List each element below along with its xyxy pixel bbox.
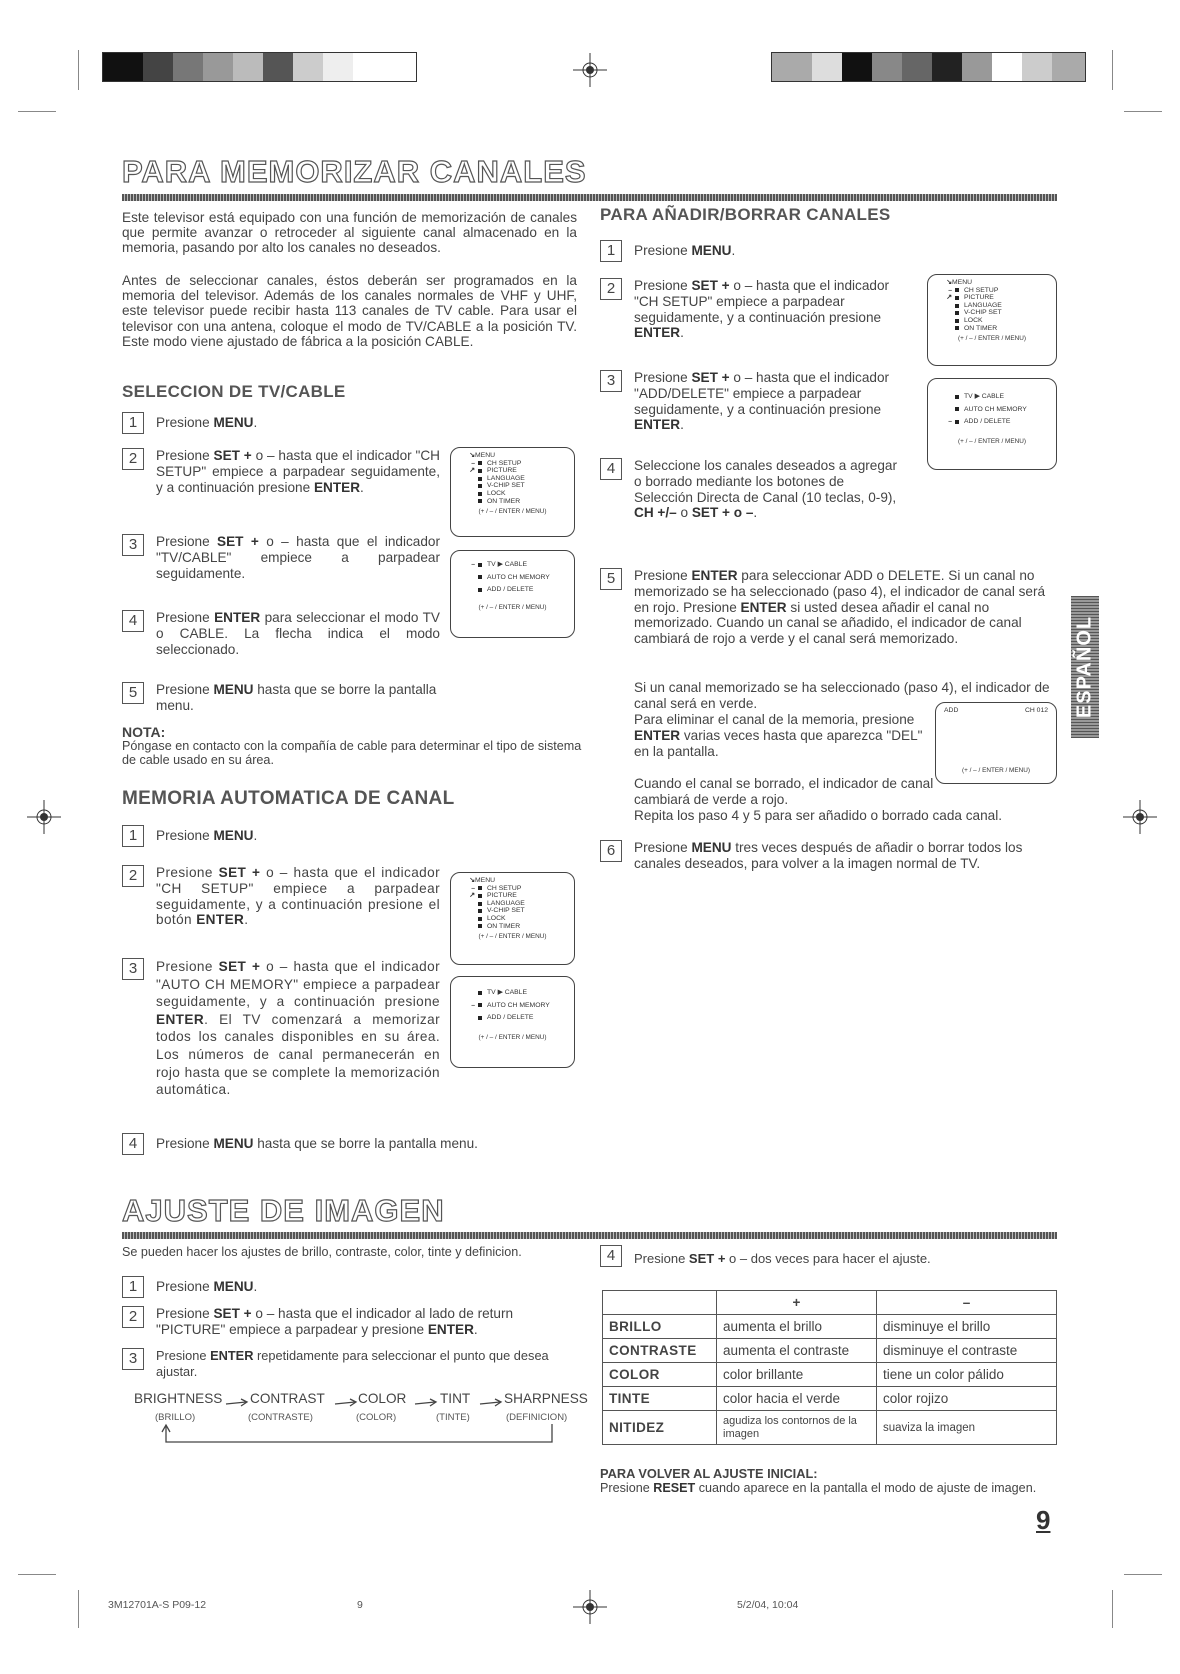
adjustment-table bbox=[602, 1290, 1057, 1445]
note-text: Póngase en contacto con la compañía de cable para determinar el tipo de sistema de cable usado en su área. bbox=[122, 739, 582, 767]
osd-menu-screen: ↘ MENU – CH SETUP ↗ PICTURE LANGUAGE V-CHIP SET LOCK ON TIMER (+ / – / ENTER / MENU) bbox=[450, 447, 575, 537]
subsection-title: SELECCION DE TV/CABLE bbox=[122, 382, 346, 401]
step bbox=[122, 534, 440, 581]
step bbox=[600, 278, 890, 341]
color-bar-right bbox=[771, 52, 1086, 82]
table-cell: agudiza los contornos de la imagen bbox=[717, 1411, 877, 1445]
flow-subtitle: (TINTE) bbox=[436, 1412, 470, 1423]
step-text: Presione SET + o – hasta que el indicador "AUTO CH MEMORY" empiece a parpadear seguidamente, y a continuación presione ENTER. El TV comenzará a memorizar todos los canales disponibles en su área. Los números de canal permanecerán en rojo hasta que se complete la memorización automática. bbox=[156, 959, 441, 1098]
crop-mark bbox=[1112, 1590, 1113, 1628]
registration-mark bbox=[573, 1590, 607, 1624]
step-number: 3 bbox=[600, 370, 622, 392]
table-cell: COLOR bbox=[603, 1363, 717, 1387]
step bbox=[600, 370, 890, 433]
step bbox=[122, 448, 440, 495]
section-title: AJUSTE DE IMAGEN bbox=[122, 1193, 445, 1228]
osd-menu-screen: – TV ▶ CABLE AUTO CH MEMORY ADD / DELETE (+ / – / ENTER / MENU) bbox=[450, 550, 575, 638]
step-text: Presione MENU. bbox=[634, 243, 736, 258]
footer-code: 3M12701A-S P09-12 bbox=[108, 1599, 207, 1611]
table-row bbox=[603, 1315, 1057, 1339]
footer-date: 5/2/04, 10:04 bbox=[737, 1599, 799, 1611]
step-number: 2 bbox=[600, 278, 622, 300]
flow-subtitle: (BRILLO) bbox=[155, 1412, 196, 1423]
step-number: 4 bbox=[122, 1133, 144, 1155]
step-number: 2 bbox=[122, 865, 144, 887]
color-bar-left bbox=[102, 52, 417, 82]
step-text: Presione SET + o – hasta que el indicador "CH SETUP" empiece a parpadear seguidamente, y a continuación presione ENTER. bbox=[634, 278, 890, 341]
step-number: 4 bbox=[600, 1245, 622, 1267]
step bbox=[122, 682, 452, 714]
title-rule bbox=[122, 1232, 1057, 1239]
step-text: Cuando el canal se borrado, el indicador de canal cambiará de verde a rojo. bbox=[634, 776, 934, 807]
registration-mark bbox=[1123, 800, 1157, 834]
reset-title: PARA VOLVER AL AJUSTE INICIAL: bbox=[600, 1466, 818, 1481]
step-number: 2 bbox=[122, 1306, 144, 1328]
step-number: 3 bbox=[122, 958, 144, 980]
crop-mark bbox=[18, 111, 56, 112]
step bbox=[122, 958, 440, 1099]
step-text: Presione MENU tres veces después de añadir o borrar todos los canales deseados, para volver a la imagen normal de TV. bbox=[634, 840, 1023, 871]
step-text: Presione SET + o – hasta que el indicador "CH SETUP" empiece a parpadear seguidamente, y a continuación presione el botón ENTER. bbox=[156, 865, 441, 928]
table-cell: tiene un color pálido bbox=[877, 1363, 1057, 1387]
step-number: 1 bbox=[122, 1276, 144, 1298]
intro-paragraph: Antes de seleccionar canales, éstos deberán ser programados en la memoria del televisor. Además de los canales normales de VHF y UHF, este televisor puede recibir hasta 113 canales de TV cable. Para usar el televisor con una antena, coloque el modo de TV/CABLE a la posición TV. Este modo viene ajustado de fábrica a la posición CABLE. bbox=[122, 273, 577, 349]
flow-item: CONTRAST bbox=[250, 1391, 325, 1406]
table-cell: disminuye el contraste bbox=[877, 1339, 1057, 1363]
subsection-title: MEMORIA AUTOMATICA DE CANAL bbox=[122, 788, 455, 809]
table-cell: NITIDEZ bbox=[603, 1411, 717, 1445]
title-rule bbox=[122, 194, 1057, 201]
table-cell: aumenta el brillo bbox=[717, 1315, 877, 1339]
osd-menu-screen: TV ▶ CABLE – AUTO CH MEMORY ADD / DELETE (+ / – / ENTER / MENU) bbox=[450, 976, 575, 1068]
flow-arrows bbox=[120, 1388, 590, 1448]
step-number: 1 bbox=[600, 240, 622, 262]
table-cell: aumenta el contraste bbox=[717, 1339, 877, 1363]
step-text: Presione MENU. bbox=[156, 828, 258, 843]
step-number: 3 bbox=[122, 534, 144, 556]
footer-page: 9 bbox=[357, 1599, 363, 1611]
step bbox=[122, 1348, 592, 1380]
flow-item: BRIGHTNESS bbox=[134, 1391, 223, 1406]
step bbox=[122, 825, 452, 847]
step-number: 1 bbox=[122, 825, 144, 847]
step bbox=[600, 240, 900, 262]
registration-mark bbox=[27, 800, 61, 834]
step-number: 3 bbox=[122, 1348, 144, 1370]
step-text: Presione SET + o – hasta que el indicador al lado de return "PICTURE" empiece a parpadear y presione ENTER. bbox=[156, 1306, 514, 1337]
table-cell: BRILLO bbox=[603, 1315, 717, 1339]
table-cell: TINTE bbox=[603, 1387, 717, 1411]
step-text: Para eliminar el canal de la memoria, presione ENTER varias veces hasta que aparezca "DEL" en la pantalla. bbox=[634, 712, 923, 759]
flow-subtitle: (DEFINICION) bbox=[506, 1412, 568, 1423]
step-text: Si un canal memorizado se ha seleccionado (paso 4), el indicador de canal será en verde. bbox=[634, 680, 1050, 711]
table-header-row bbox=[603, 1291, 1057, 1315]
section-title: PARA MEMORIZAR CANALES bbox=[122, 154, 587, 189]
table-cell: color rojizo bbox=[877, 1387, 1057, 1411]
step-number: 6 bbox=[600, 840, 622, 862]
step-text: Repita los paso 4 y 5 para ser añadido o borrado cada canal. bbox=[634, 808, 1003, 823]
step-text: Presione MENU hasta que se borre la pantalla menu. bbox=[156, 1136, 478, 1151]
registration-mark bbox=[573, 53, 607, 87]
table-row bbox=[603, 1411, 1057, 1445]
step-number: 4 bbox=[122, 610, 144, 632]
step-text: Seleccione los canales deseados a agregar o borrado mediante los botones de Selección Directa de Canal (10 teclas, 0-9), CH +/– o SET + o –. bbox=[634, 458, 897, 521]
step-text: Presione ENTER para seleccionar el modo TV o CABLE. La flecha indica el modo seleccionado. bbox=[156, 610, 440, 657]
step-text: Presione ENTER repetidamente para seleccionar el punto que desea ajustar. bbox=[156, 1348, 549, 1379]
step bbox=[122, 1276, 452, 1298]
language-tab: ESPAÑOL bbox=[1071, 596, 1099, 738]
crop-mark bbox=[78, 50, 79, 90]
intro-paragraph: Se pueden hacer los ajustes de brillo, contraste, color, tinte y definicion. bbox=[122, 1245, 522, 1259]
step bbox=[122, 412, 452, 434]
step-number: 4 bbox=[600, 458, 622, 480]
table-header-cell bbox=[603, 1291, 717, 1315]
step-number: 5 bbox=[600, 568, 622, 590]
osd-channel-display: ADD CH 012 (+ / – / ENTER / MENU) bbox=[935, 702, 1057, 784]
step-text: Presione SET + o – hasta que el indicador "ADD/DELETE" empiece a parpadear seguidamente, y a continuación presione ENTER. bbox=[634, 370, 890, 433]
step-text: Presione ENTER para seleccionar ADD o DELETE. Si un canal no memorizado se ha seleccionado (paso 4), el indicador de canal será en rojo. Presione ENTER si usted desea añadir el canal no memorizado. Cuando un canal se añadido, el indicador de canal cambiará de rojo a verde y el canal será memorizado. bbox=[634, 568, 1046, 647]
step bbox=[600, 568, 1060, 647]
osd-menu-screen: ↘ MENU – CH SETUP ↗ PICTURE LANGUAGE V-CHIP SET LOCK ON TIMER (+ / – / ENTER / MENU) bbox=[450, 872, 575, 965]
step-text: Presione SET + o – hasta que el indicador "TV/CABLE" empiece a parpadear seguidamente. bbox=[156, 534, 440, 581]
step bbox=[122, 1133, 592, 1155]
subsection-title: PARA AÑADIR/BORRAR CANALES bbox=[600, 205, 891, 224]
flow-item: TINT bbox=[440, 1391, 471, 1406]
crop-mark bbox=[18, 1574, 56, 1575]
crop-mark bbox=[1124, 1574, 1162, 1575]
osd-menu-screen: TV ▶ CABLE AUTO CH MEMORY – ADD / DELETE (+ / – / ENTER / MENU) bbox=[927, 378, 1057, 470]
crop-mark bbox=[78, 1590, 79, 1628]
step bbox=[122, 865, 440, 928]
step bbox=[600, 458, 900, 521]
table-cell: suaviza la imagen bbox=[877, 1411, 1057, 1445]
table-cell: disminuye el brillo bbox=[877, 1315, 1057, 1339]
step-text: Presione SET + o – dos veces para hacer el ajuste. bbox=[634, 1251, 931, 1266]
note-title: NOTA: bbox=[122, 724, 166, 740]
osd-menu-screen: ↘ MENU – CH SETUP ↗ PICTURE LANGUAGE V-CHIP SET LOCK ON TIMER (+ / – / ENTER / MENU) bbox=[927, 274, 1057, 366]
table-row bbox=[603, 1387, 1057, 1411]
table-row bbox=[603, 1339, 1057, 1363]
flow-item: COLOR bbox=[358, 1391, 407, 1406]
reset-text: Presione RESET cuando aparece en la pantalla el modo de ajuste de imagen. bbox=[600, 1481, 1037, 1495]
step-number: 2 bbox=[122, 448, 144, 470]
intro-paragraph: Este televisor está equipado con una función de memorización de canales que permite avanzar o retroceder al siguiente canal almacenado en la memoria, pasando por alto los canales no deseados. bbox=[122, 210, 577, 256]
flow-item: SHARPNESS bbox=[504, 1391, 588, 1406]
table-cell: CONTRASTE bbox=[603, 1339, 717, 1363]
step-text: Presione MENU hasta que se borre la pantalla menu. bbox=[156, 682, 437, 713]
table-header-cell: + bbox=[717, 1291, 877, 1315]
table-header-cell: – bbox=[877, 1291, 1057, 1315]
table-row bbox=[603, 1363, 1057, 1387]
crop-mark bbox=[1124, 111, 1162, 112]
step-text: Presione MENU. bbox=[156, 1279, 258, 1294]
page-number: 9 bbox=[1036, 1505, 1051, 1535]
step-number: 5 bbox=[122, 682, 144, 704]
crop-mark bbox=[1112, 50, 1113, 90]
flow-subtitle: (CONTRASTE) bbox=[248, 1412, 313, 1423]
step-number: 1 bbox=[122, 412, 144, 434]
step bbox=[600, 840, 1060, 872]
step bbox=[122, 1306, 562, 1338]
table-cell: color brillante bbox=[717, 1363, 877, 1387]
step-text: Presione MENU. bbox=[156, 415, 258, 430]
step bbox=[122, 610, 440, 657]
flow-subtitle: (COLOR) bbox=[356, 1412, 397, 1423]
table-cell: color hacia el verde bbox=[717, 1387, 877, 1411]
step-text: Presione SET + o – hasta que el indicador "CH SETUP" empiece a parpadear seguidamente, y a continuación presione ENTER. bbox=[156, 448, 440, 495]
step bbox=[600, 1245, 1060, 1267]
